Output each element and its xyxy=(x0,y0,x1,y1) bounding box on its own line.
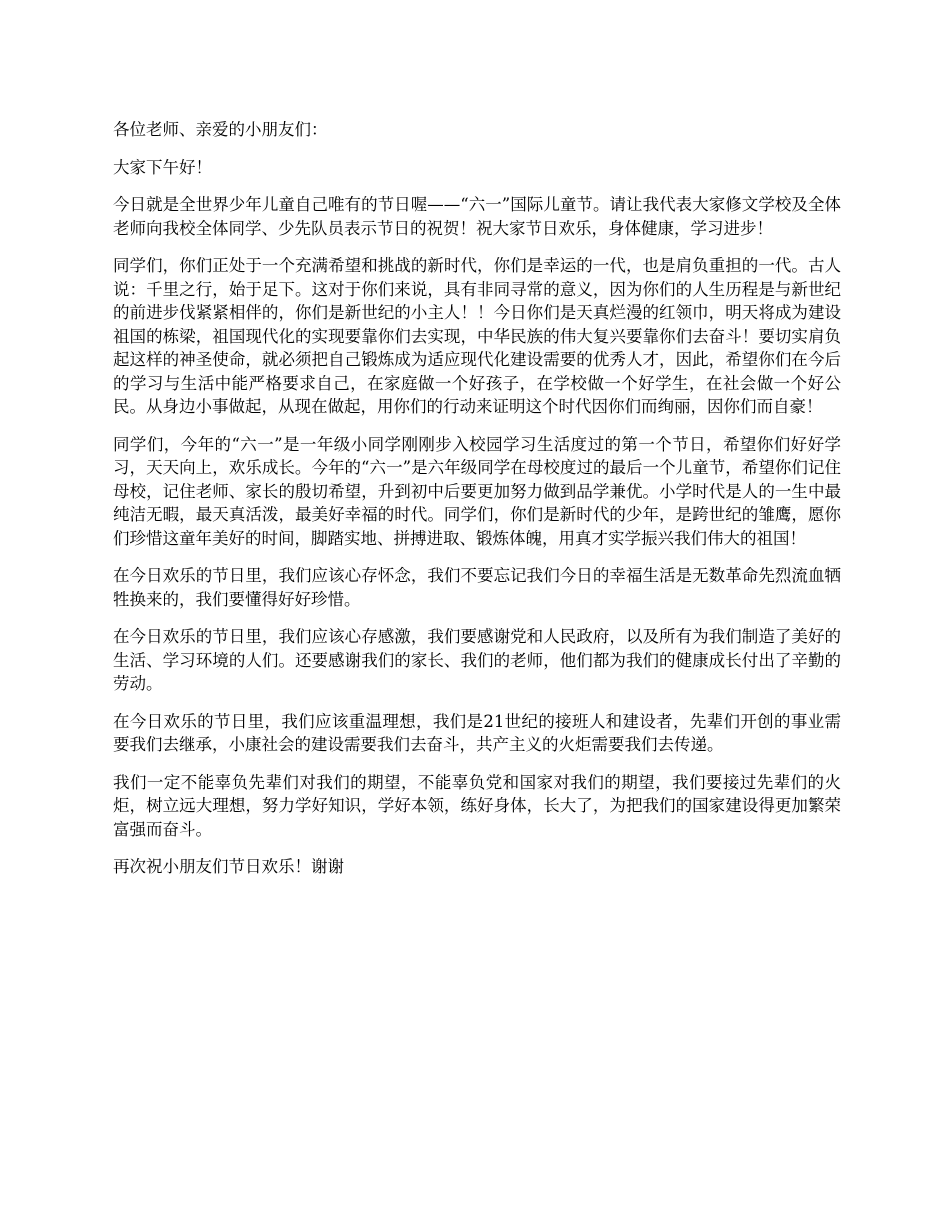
salutation: 各位老师、亲爱的小朋友们： xyxy=(113,120,328,139)
document-page xyxy=(113,118,841,893)
paragraph-remember: 在今日欢乐的节日里，我们应该心存怀念，我们不要忘记我们今日的幸福生活是无数革命先烈流血牺牲换来的，我们要懂得好好珍惜。 xyxy=(113,566,841,609)
closing: 再次祝小朋友们节日欢乐！谢谢 xyxy=(113,857,344,876)
paragraph-intro: 今日就是全世界少年儿童自己唯有的节日喔——“六一”国际儿童节。请让我代表大家修文学校及全体老师向我校全体同学、少先队员表示节日的祝贺！祝大家节日欢乐，身体健康，学习进步！ xyxy=(113,195,841,238)
paragraph-new-era: 同学们，你们正处于一个充满希望和挑战的新时代，你们是幸运的一代，也是肩负重担的一代。古人说：千里之行，始于足下。这对于你们来说，具有非同寻常的意义，因为你们的人生历程是与新世纪的前进步伐紧紧相伴的，你们是新世纪的小主人！！今日你们是天真烂漫的红领巾，明天将成为建设祖国的栋梁，祖国现代化的实现要靠你们去实现，中华民族的伟大复兴要靠你们去奋斗！要切实肩负起这样的神圣使命，就必须把自己锻炼成为适应现代化建设需要的优秀人才，因此，希望你们在今后的学习与生活中能严格要求自己，在家庭做一个好孩子，在学校做一个好学生，在社会做一个好公民。从身边小事做起，从现在做起，用你们的行动来证明这个时代因你们而绚丽，因你们而自豪！ xyxy=(113,256,841,416)
paragraph-liuyi: 同学们，今年的“六一”是一年级小同学刚刚步入校园学习生活度过的第一个节日，希望你们好好学习，天天向上，欢乐成长。今年的“六一”是六年级同学在母校度过的最后一个儿童节，希望你们记住母校，记住老师、家长的殷切希望，升到初中后要更加努力做到品学兼优。小学时代是人的一生中最纯洁无暇，最天真活泼，最美好幸福的时代。同学们，你们是新时代的少年，是跨世纪的雏鹰，愿你们珍惜这童年美好的时间，脚踏实地、拼搏进取、锻炼体魄，用真才实学振兴我们伟大的祖国！ xyxy=(113,434,841,548)
paragraph-gratitude: 在今日欢乐的节日里，我们应该心存感激，我们要感谢党和人民政府，以及所有为我们制造了美好的生活、学习环境的人们。还要感谢我们的家长、我们的老师，他们都为我们的健康成长付出了辛勤的劳动。 xyxy=(113,627,841,693)
greeting: 大家下午好！ xyxy=(113,157,212,177)
paragraph-expectations: 我们一定不能辜负先辈们对我们的期望，不能辜负党和国家对我们的期望，我们要接过先辈们的火炬，树立远大理想，努力学好知识，学好本领，练好身体，长大了，为把我们的国家建设得更加繁荣富强而奋斗。 xyxy=(113,772,841,839)
paragraph-ideals: 在今日欢乐的节日里，我们应该重温理想，我们是21世纪的接班人和建设者，先辈们开创的事业需要我们去继承，小康社会的建设需要我们去奋斗，共产主义的火炬需要我们去传递。 xyxy=(113,711,841,754)
